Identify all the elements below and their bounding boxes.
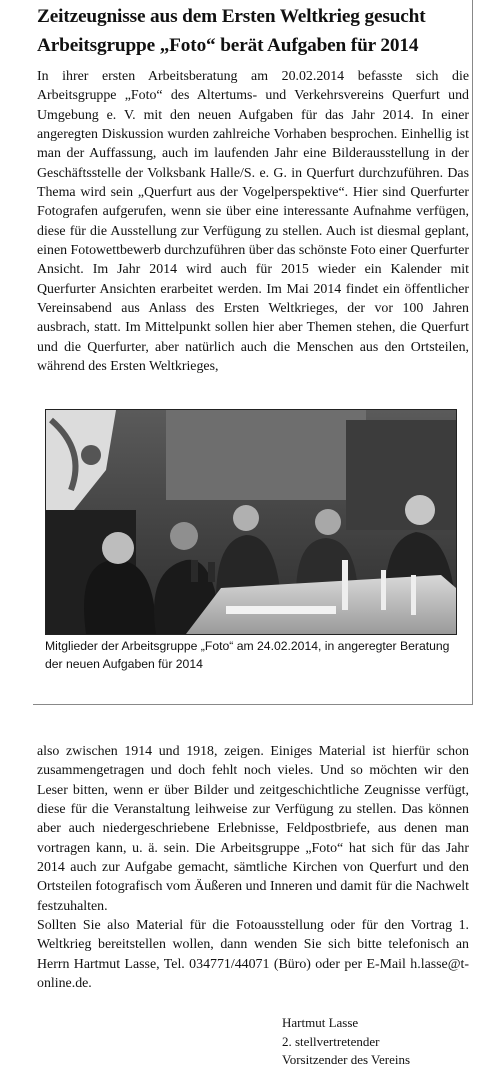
headline: Zeitzeugnisse aus dem Ersten Weltkrieg gesucht bbox=[37, 6, 426, 27]
article-paragraph-2 bbox=[37, 742, 469, 993]
group-photo bbox=[45, 409, 457, 635]
subheadline: Arbeitsgruppe „Foto“ berät Aufgaben für 2014 bbox=[37, 35, 419, 56]
author-role-line-1: 2. stellvertretender bbox=[282, 1033, 380, 1049]
meeting-photo-image bbox=[46, 410, 456, 634]
author-name: Hartmut Lasse bbox=[282, 1015, 359, 1030]
author-signature bbox=[282, 1014, 410, 1070]
author-role-line-2: Vorsitzender des Vereins bbox=[282, 1052, 411, 1067]
article-paragraph-1: In ihrer ersten Arbeitsberatung am 20.02.2014 befasste sich die Arbeitsgruppe „Foto“ des Altertums- und Verkehrsvereins Querfurt und Umgebung e. V. mit den neuen Aufgaben für das Jahr 2014. In einer angeregten Diskussion wurden zahlreiche Vorhaben besprochen. Einhellig ist man der Auffassung, auch im laufenden Jahr eine Bilderausstellung in der Geschäftsstelle der Volksbank Halle/S. e. G. in Querfurt durchzuführen. Das Thema wird sein „Querfurt aus der Vogelperspektive“. Hier sind Querfurter Fotografen aufgerufen, wenn sie über eine interessante Aufnahme verfügen, diese für die Ausstellung zur Verfügung zu stellen. Auch ist diesmal geplant, einen Fotowettbewerb durchzuführen über das schönste Foto einer Querfurter Ansicht. Im Jahr 2014 wird auch für 2015 wieder ein Kalender mit Querfurter Ansichten erarbeitet werden. Im Mai 2014 findet ein öffentlicher Vereinsabend aus Anlass des Ersten Weltkrieges, der vor 100 Jahren ausbrach, statt. Im Mittelpunkt sollen hier aber Themen stehen, die Querfurt und die Querfurter, aber natürlich auch die Menschen aus den Ortsteilen, während des Ersten Weltkrieges, bbox=[37, 69, 470, 375]
clipping-edge-right bbox=[472, 0, 473, 705]
clipping-edge-bottom bbox=[33, 704, 473, 705]
article-paragraph-2-text: also zwischen 1914 und 1918, zeigen. Einiges Material ist hierfür schon zusammengetragen und doch fehlt noch vieles. Und so möchten wir den Leser bitten, wenn er über Bilder und zeitgeschichtliche Zeugnisse verfügt, diese für die Veranstaltung leihweise zur Verfügung zu stellen. Das können aber auch niedergeschriebene Erlebnisse, Feldpostbriefe, aus denen man vortragen kann, u. ä. sein. Die Arbeitsgruppe „Foto“ hat sich für das Jahr 2014 auch zur Aufgabe gemacht, sämtliche Kirchen von Querfurt und den Ortsteilen fotografisch vom Äußeren und Inneren und damit für die Nachwelt festzuhalten. bbox=[37, 744, 469, 914]
article-paragraph-3-text: Sollten Sie also Material für die Fotoausstellung oder für den Vortrag 1. Weltkrieg bereitstellen wollen, dann wenden Sie sich bitte telefonisch an Herrn Hartmut Lasse, Tel. 034771/44071 (Büro) oder per E-Mail h.lasse@t-online.de. bbox=[37, 918, 469, 992]
photo-caption: Mitglieder der Arbeitsgruppe „Foto“ am 24.02.2014, in angeregter Beratung der neuen Aufgaben für 2014 bbox=[45, 639, 450, 671]
